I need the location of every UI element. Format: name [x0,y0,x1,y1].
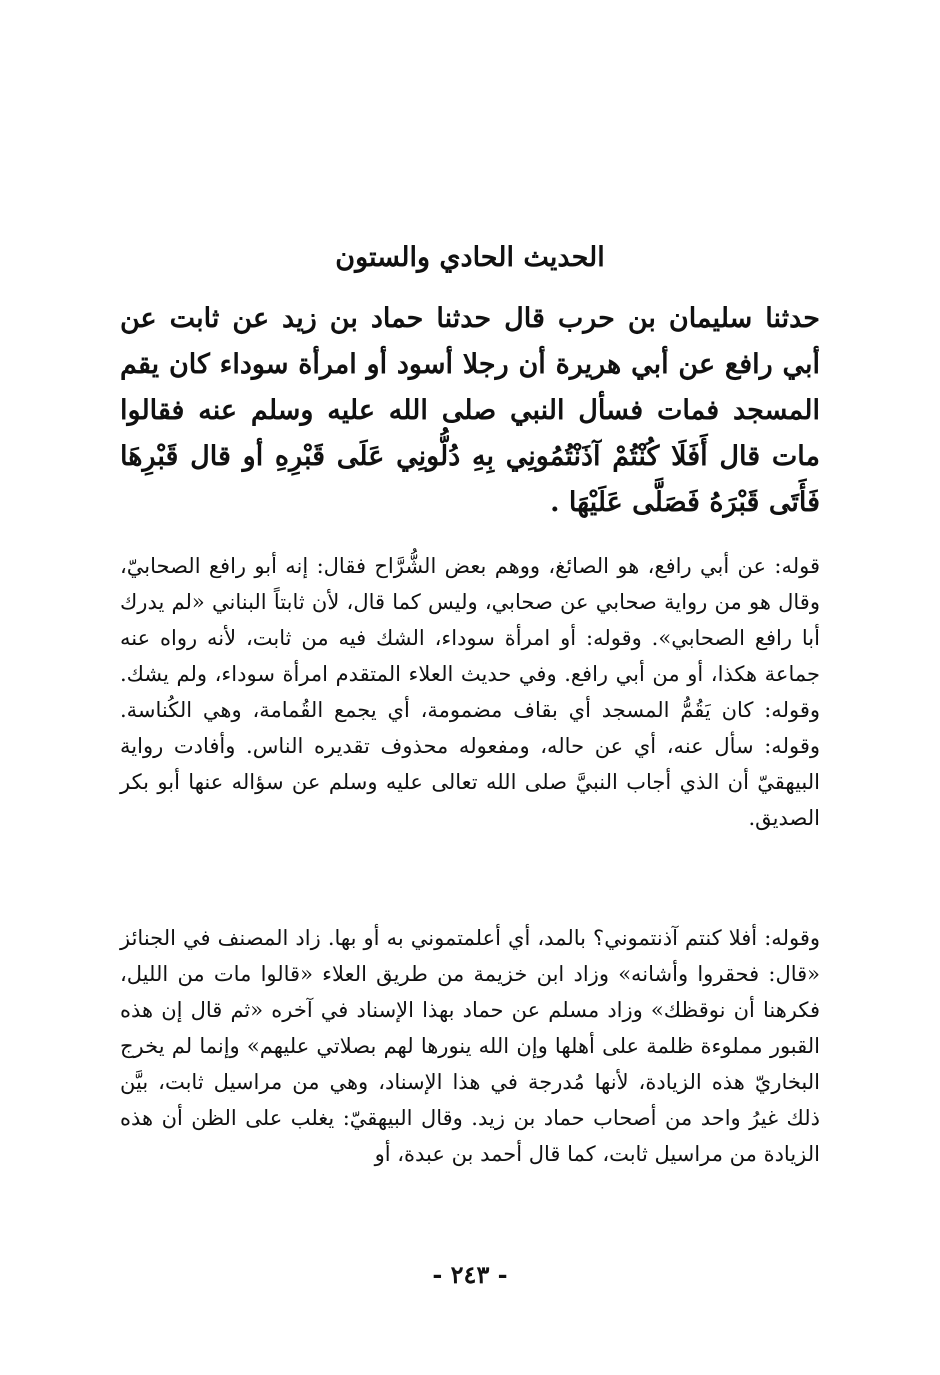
commentary-paragraph-2: وقوله: أفلا كنتم آذنتموني؟ بالمد، أي أعلمتموني به أو بها. زاد المصنف في الجنائز «قال: فحقروا وأشانه» وزاد ابن خزيمة من طريق العلاء «قالوا مات من الليل، فكرهنا أن نوقظك» وزاد مسلم عن حماد بهذا الإسناد في آخره «ثم قال إن هذه القبور مملوءة ظلمة على أهلها وإن الله ينورها لهم بصلاتي عليهم» وإنما لم يخرج البخاريّ هذه الزيادة، لأنها مُدرجة في هذا الإسناد، وهي من مراسيل ثابت، بيَّن ذلك غيرُ واحد من أصحاب حماد بن زيد. وقال البيهقيّ: يغلب على الظن أن هذه الزيادة من مراسيل ثابت، كما قال أحمد بن عبدة، أو [120,926,820,1166]
hadith-title: الحديث الحادي والستون [335,242,605,273]
page-number: - ٢٤٣ - [432,1260,508,1289]
commentary-paragraph-1: قوله: عن أبي رافع، هو الصائغ، ووهم بعض الشُّرَّاح فقال: إنه أبو رافع الصحابيّ، وقال هو من رواية صحابي عن صحابي، وليس كما قال، لأن ثابتاً البناني «لم يدرك أبا رافع الصحابي». وقوله: أو امرأة سوداء، الشك فيه من ثابت، لأنه رواه عنه جماعة هكذا، أو من أبي رافع. وفي حديث العلاء المتقدم امرأة سوداء، ولم يشك. وقوله: كان يَقُمُّ المسجد أي بقاف مضمومة، أي يجمع القُمامة، وهي الكُناسة. وقوله: سأل عنه، أي عن حاله، ومفعوله محذوف تقديره الناس. وأفادت رواية البيهقيّ أن الذي أجاب النبيَّ صلى الله تعالى عليه وسلم عن سؤاله عنها أبو بكر الصديق. [120,554,820,830]
hadith-text: حدثنا سليمان بن حرب قال حدثنا حماد بن زيد عن ثابت عن أبي رافع عن أبي هريرة أن رجلا أسود أو امرأة سوداء كان يقم المسجد فمات فسأل النبي صلى الله عليه وسلم عنه فقالوا مات قال أَفَلَا كُنْتُمْ آذَنْتُمُونِي بِهِ دُلُّونِي عَلَى قَبْرِهِ أو قال قَبْرِهَا فَأَتَى قَبْرَهُ فَصَلَّى عَلَيْهَا . [120,303,820,518]
